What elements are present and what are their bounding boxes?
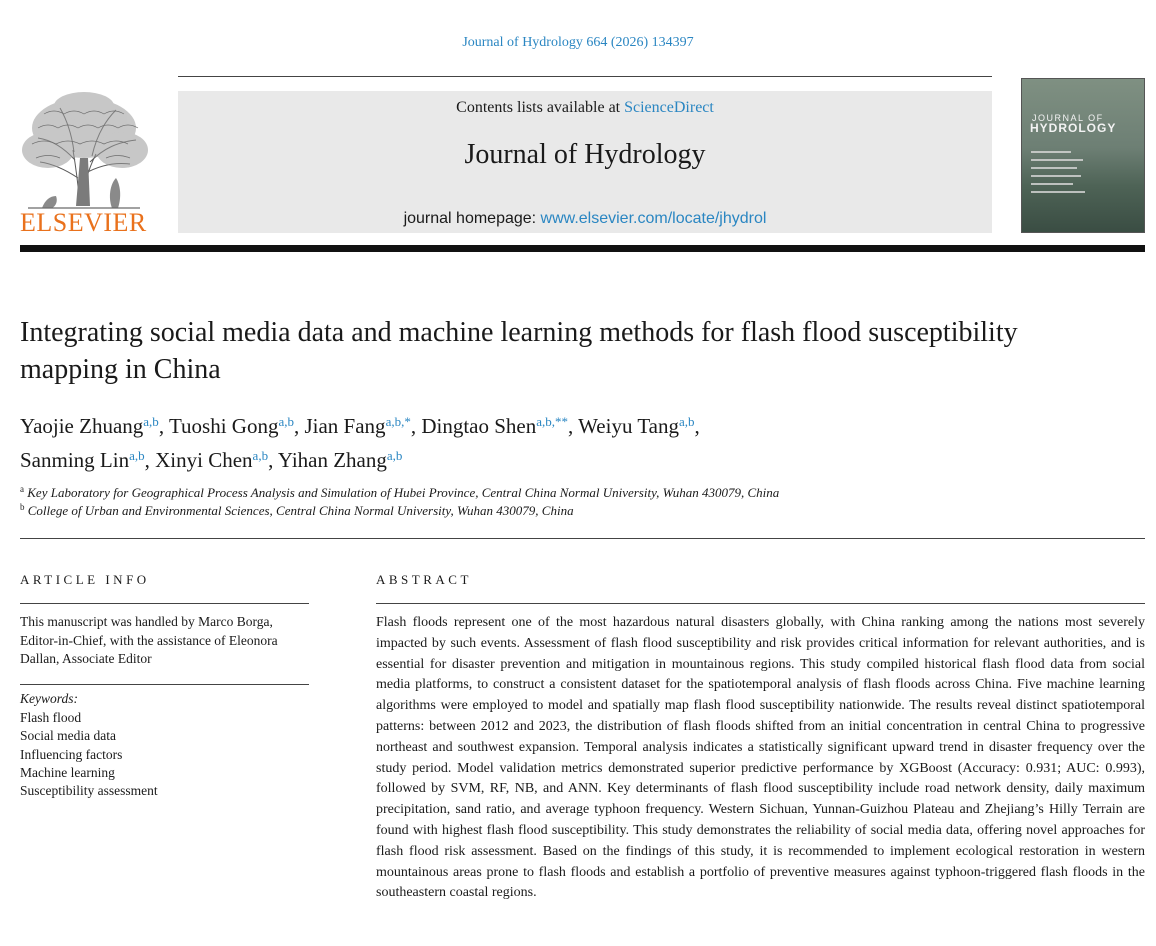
journal-cover-thumbnail[interactable]	[1021, 78, 1145, 233]
cover-text-line	[1031, 183, 1073, 185]
cover-text-line	[1031, 159, 1083, 161]
author[interactable]: Jian Fang$^{a,b,*}$,	[304, 414, 422, 438]
author[interactable]: Yihan Zhang$^{a,b}$	[277, 448, 403, 472]
sciencedirect-link[interactable]: ScienceDirect	[624, 99, 714, 116]
homepage-link[interactable]: www.elsevier.com/locate/jhydrol	[540, 210, 767, 227]
publisher-logo-text: ELSEVIER	[20, 208, 147, 237]
author[interactable]: Yaojie Zhuang$^{a,b}$,	[20, 414, 169, 438]
author-list	[20, 407, 1120, 475]
section-divider	[20, 538, 1145, 539]
journal-name: Journal of Hydrology	[464, 139, 706, 170]
abstract-text: Flash floods represent one of the most hazardous natural disasters globally, with China ranking among the nations most severely impacted by such events. Assessment of flash flood susceptibility and risk provides critical information for relevant authorities, and is essential for disaster prevention and mitigation in mountainous regions. This study compiled historical flash flood data from social media platforms, to construct a consistent dataset for the spatiotemporal analysis of flash floods across China. Five machine learning algorithms were employed to model and spatially map flash flood susceptibility nationwide. The results reveal distinct spatiotemporal patterns: between 2012 and 2023, the distribution of flash floods shifted from an initial concentration in central China to progressive northeast and southwest expansion. Temporal analysis indicates a statistically significant upward trend in disaster frequency over the study period. Model validation metrics demonstrated superior predictive performance by XGBoost (Accuracy: 0.931; AUC: 0.993), followed by SVM, RF, NB, and ANN. Key determinants of flash flood susceptibility include road network density, daily maximum precipitation, sand ratio, and average typhoon frequency. Western Sichuan, Yunnan-Guizhou Plateau and Zhejiang’s Hilly Terrain are found with highest flash flood susceptibility. This study demonstrates the reliability of social media data, offering novel approaches for flash flood risk assessment. Based on the findings of this study, it is recommended to implement ecological restoration in western mountainous areas prone to flash floods and establish a portfolio of preventive measures against typhoon-triggered flash floods in the southeastern coastal regions.	[376, 615, 1145, 901]
editor-note: This manuscript was handled by Marco Borga, Editor-in-Chief, with the assistance of Eleonora Dallan, Associate Editor	[20, 614, 278, 666]
cover-title-line1: JOURNAL OF	[1032, 113, 1104, 123]
keywords-label: Keywords:	[20, 691, 78, 706]
contents-availability	[178, 99, 992, 117]
cover-text-line	[1031, 191, 1085, 193]
cover-text-line	[1031, 167, 1077, 169]
affiliation-a: $^a$ Key Laboratory for Geographical Process Analysis and Simulation of Hubei Province, Central China Normal University, Wuhan 430079, China	[20, 484, 780, 500]
keyword: Influencing factors	[20, 746, 123, 762]
homepage-prefix: journal homepage:	[403, 210, 541, 227]
author[interactable]: Tuoshi Gong$^{a,b}$,	[168, 414, 305, 438]
abstract-rule	[376, 603, 1145, 604]
cover-text-line	[1031, 175, 1081, 177]
author[interactable]: Xinyi Chen$^{a,b}$,	[155, 448, 278, 472]
journal-homepage	[178, 210, 992, 228]
article-info-heading: ARTICLE INFO	[20, 572, 150, 587]
header-thick-rule	[20, 245, 1145, 252]
keyword: Susceptibility assessment	[20, 783, 158, 799]
contents-prefix: Contents lists available at	[456, 99, 625, 116]
keywords-rule	[20, 684, 309, 685]
cover-title-line2: HYDROLOGY	[1030, 121, 1117, 135]
article-title: Integrating social media data and machine learning methods for flash flood susceptibility mapping in China	[20, 317, 1018, 385]
author[interactable]: Dingtao Shen$^{a,b,**}$,	[421, 414, 579, 438]
author[interactable]: Weiyu Tang$^{a,b}$,	[578, 414, 700, 438]
article-info-rule	[20, 603, 309, 604]
affiliation-b: $^b$ College of Urban and Environmental Sciences, Central China Normal University, Wuhan 430079, China	[20, 502, 574, 518]
abstract-heading: ABSTRACT	[376, 572, 472, 587]
journal-citation-link[interactable]: Journal of Hydrology 664 (2026) 134397	[462, 35, 694, 50]
keyword: Flash flood	[20, 710, 82, 725]
author[interactable]: Sanming Lin$^{a,b}$,	[20, 448, 156, 472]
keywords-list	[20, 709, 158, 800]
cover-text-line	[1031, 151, 1071, 153]
keyword: Social media data	[20, 728, 116, 744]
header-top-rule	[178, 76, 992, 77]
journal-banner	[178, 91, 992, 233]
keyword: Machine learning	[20, 764, 115, 780]
